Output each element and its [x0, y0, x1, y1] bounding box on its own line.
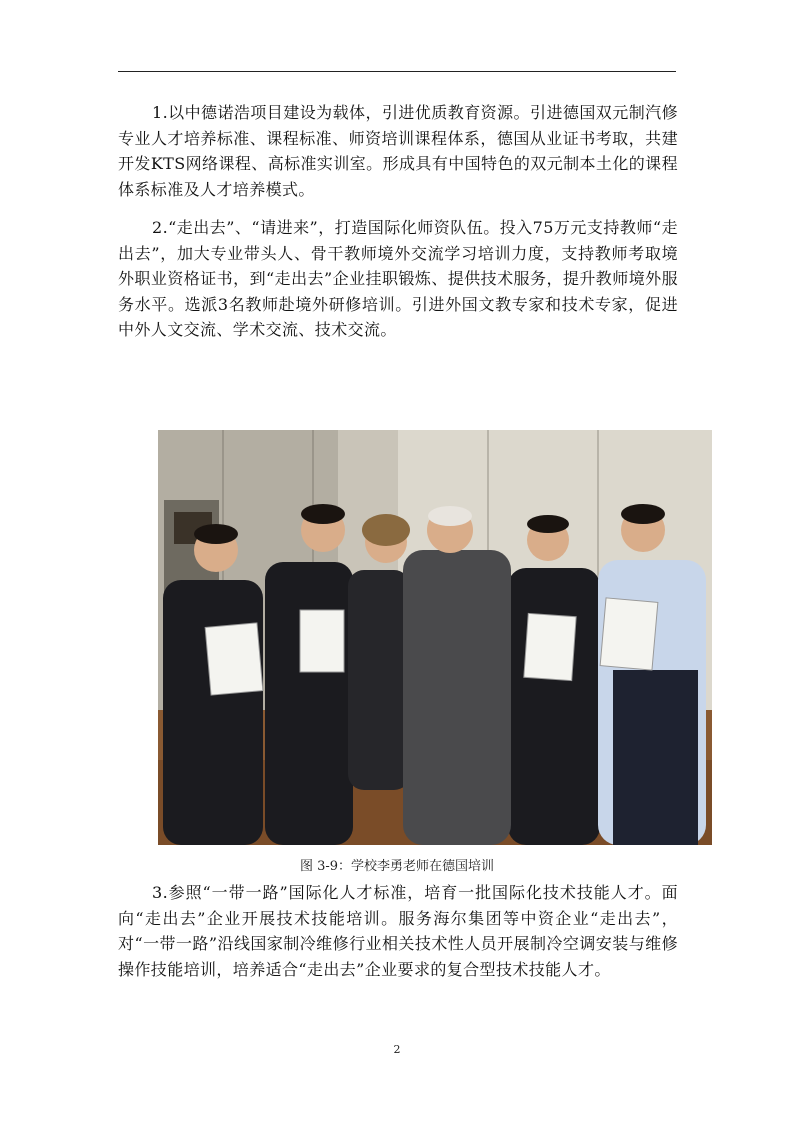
page-number: 2 — [393, 1043, 401, 1056]
header-rule — [118, 71, 676, 72]
paragraph-1: 1.以中德诺浩项目建设为载体，引进优质教育资源。引进德国双元制汽修专业人才培养标准、课程标准、师资培训课程体系，德国从业证书考取，共建开发KTS网络课程、高标准实训室。形成具有中国特色的双元制本土化的课程体系标准及人才培养模式。 — [118, 103, 678, 199]
group-photo — [158, 430, 712, 845]
figure-caption: 图 3-9：学校李勇老师在德国培训 — [299, 859, 495, 874]
paragraph-3: 3.参照“一带一路”国际化人才标准，培育一批国际化技术技能人才。面向“走出去”企业开展技术技能培训。服务海尔集团等中资企业“走出去”，对“一带一路”沿线国家制冷维修行业相关技术性人员开展制冷空调安装与维修操作技能培训，培养适合“走出去”企业要求的复合型技术技能人才。 — [118, 883, 678, 979]
paragraph-2: 2.“走出去”、“请进来”，打造国际化师资队伍。投入75万元支持教师“走出去”，加大专业带头人、骨干教师境外交流学习培训力度，支持教师考取境外职业资格证书，到“走出去”企业挂职锻炼、提供技术服务，提升教师境外服务水平。选派3名教师赴境外研修培训。引进外国文教专家和技术专家，促进中外人文交流、学术交流、技术交流。 — [118, 218, 678, 339]
